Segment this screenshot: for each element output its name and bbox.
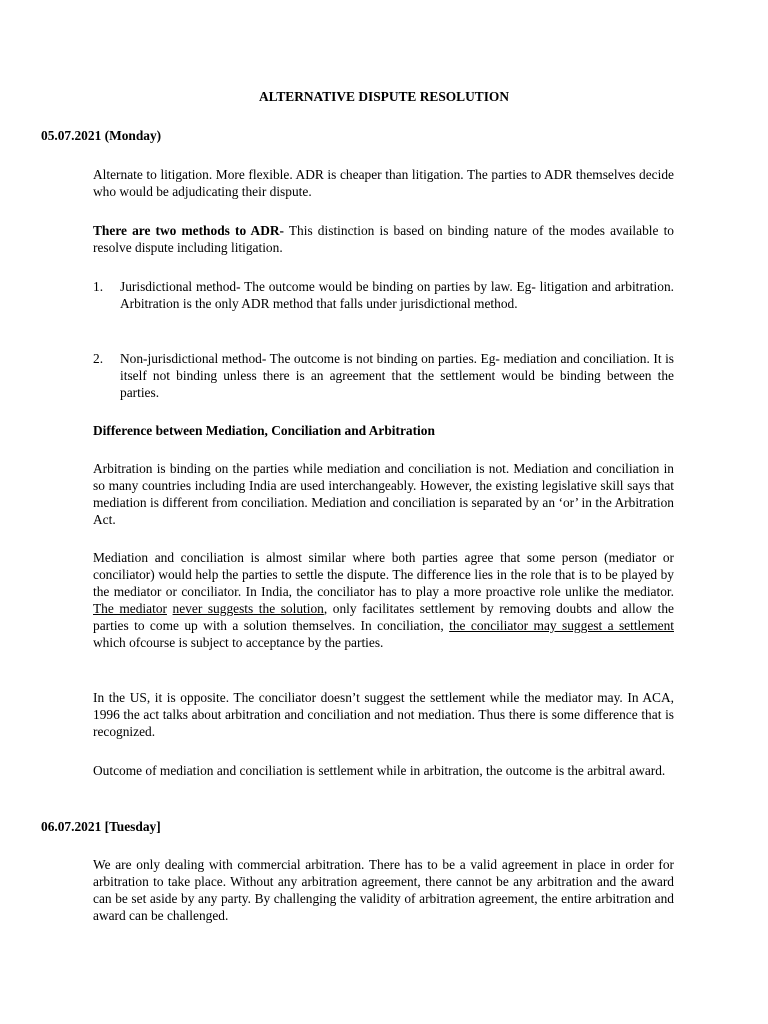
- paragraph-difference: Arbitration is binding on the parties while mediation and conciliation is not. Mediation and conciliation in so many countries including India are used interchangeably. However, the existing legislative skill says that mediation is different from conciliation. Mediation and conciliation is separated by an ‘or’ in the Arbitration Act.: [93, 461, 674, 527]
- list-item: [93, 278, 674, 312]
- subheading-difference: Difference between Mediation, Conciliation and Arbitration: [93, 423, 435, 438]
- underlined-text: The mediator: [93, 601, 167, 616]
- paragraph-outcome: Outcome of mediation and conciliation is settlement while in arbitration, the outcome is the arbitral award.: [93, 763, 666, 778]
- list-item-text: Jurisdictional method- The outcome would be binding on parties by law. Eg- litigation and arbitration. Arbitration is the only ADR method that falls under jurisdictional method.: [120, 279, 674, 311]
- paragraph-intro: Alternate to litigation. More flexible. ADR is cheaper than litigation. The parties to ADR themselves decide who would be adjudicating their dispute.: [93, 167, 674, 199]
- text-segment: Mediation and conciliation is almost similar where both parties agree that some person (mediator or conciliator) would help the parties to settle the dispute. The difference lies in the role that is to be played by the mediator or conciliator. In India, the conciliator has to play a more proactive role unlike the mediator.: [93, 550, 674, 599]
- list-item-number: 1.: [93, 279, 104, 294]
- date-heading-1: 05.07.2021 (Monday): [41, 128, 162, 143]
- paragraph-commercial-arbitration: We are only dealing with commercial arbitration. There has to be a valid agreement in place in order for arbitration to take place. Without any arbitration agreement, there cannot be any arbitration and the award can be set aside by any party. By challenging the validity of arbitration agreement, the entire arbitration and award can be challenged.: [93, 857, 674, 923]
- methods-lead-in: There are two methods to ADR-: [93, 223, 284, 238]
- underlined-text: the conciliator may suggest a settlement: [449, 618, 674, 633]
- paragraph-mediation-conciliation: [93, 549, 674, 651]
- text-segment: which ofcourse is subject to acceptance by the parties.: [93, 635, 384, 650]
- date-heading-2: 06.07.2021 [Tuesday]: [41, 819, 161, 834]
- paragraph-methods: [93, 222, 674, 256]
- paragraph-us: In the US, it is opposite. The conciliator doesn’t suggest the settlement while the mediator may. In ACA, 1996 the act talks about arbitration and conciliation and not mediation. Thus there is some difference that is recognized.: [93, 690, 674, 739]
- list-item-text: Non-jurisdictional method- The outcome is not binding on parties. Eg- mediation and conciliation. It is itself not binding unless there is an agreement that the settlement would be binding between the parties.: [120, 351, 674, 400]
- methods-text: This distinction is based on binding nature of the modes available to resolve dispute including litigation.: [93, 223, 674, 255]
- list-item-number: 2.: [93, 351, 104, 366]
- list-item: [93, 350, 674, 401]
- text-segment: , only facilitates settlement by removing doubts and allow the parties to come up with a solution themselves. In conciliation,: [93, 601, 674, 633]
- document-title: ALTERNATIVE DISPUTE RESOLUTION: [258, 89, 510, 104]
- underlined-text: never suggests the solution: [172, 601, 324, 616]
